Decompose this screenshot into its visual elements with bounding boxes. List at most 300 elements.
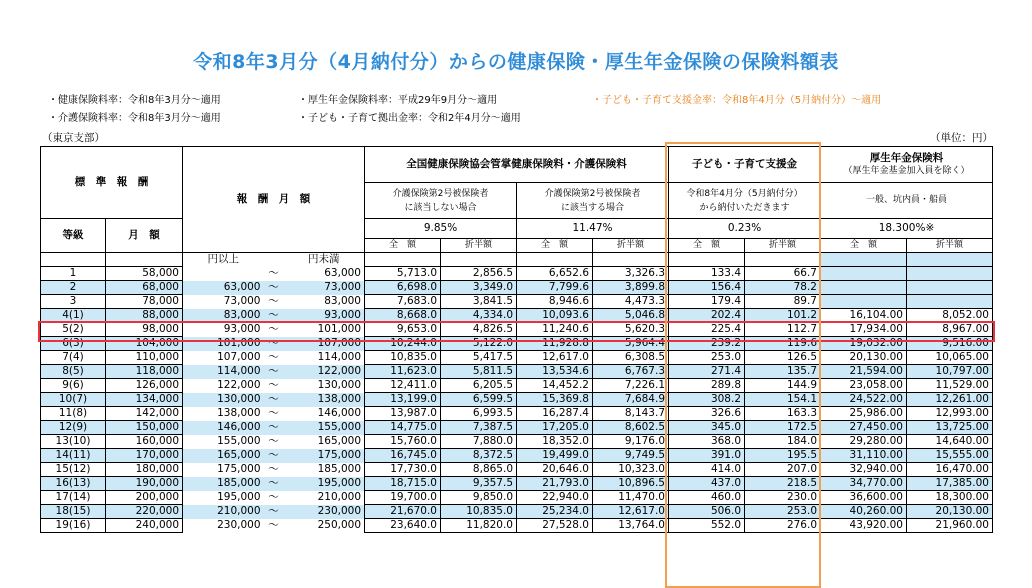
branch-label: （東京支部） <box>42 132 105 144</box>
header-rate-yes: 11.47% <box>517 219 669 239</box>
range-from-cell: 146,000 <box>183 421 264 435</box>
range-from-cell: 73,000 <box>183 295 264 309</box>
care-half-cell: 10,323.0 <box>593 463 669 477</box>
monthly-amount-cell: 104,000 <box>106 337 183 351</box>
col-half-pension: 折半額 <box>907 239 993 253</box>
child-half-cell: 195.5 <box>745 449 821 463</box>
monthly-amount-cell: 160,000 <box>106 435 183 449</box>
header-child-support: 子ども・子育て支援金 <box>669 147 821 183</box>
blank-cell <box>517 253 593 267</box>
health-half-cell: 10,835.0 <box>441 505 517 519</box>
range-to-cell: 155,000 <box>284 421 365 435</box>
col-half-yes: 折半額 <box>593 239 669 253</box>
care-half-cell: 7,226.1 <box>593 379 669 393</box>
range-tilde-cell: ～ <box>264 435 284 449</box>
health-half-cell: 8,372.5 <box>441 449 517 463</box>
child-total-cell: 179.4 <box>669 295 745 309</box>
care-total-cell: 11,928.8 <box>517 337 593 351</box>
note-pension-rate: ・厚生年金保険料率：平成29年9月分～適用 <box>298 95 498 106</box>
pension-total-cell: 43,920.00 <box>821 519 907 533</box>
child-total-cell: 133.4 <box>669 267 745 281</box>
range-to-cell: 130,000 <box>284 379 365 393</box>
health-half-cell: 9,850.0 <box>441 491 517 505</box>
premium-table <box>40 146 993 533</box>
grade-cell: 9(6) <box>41 379 106 393</box>
range-to-cell: 83,000 <box>284 295 365 309</box>
pension-half-cell: 14,640.00 <box>907 435 993 449</box>
child-total-cell: 391.0 <box>669 449 745 463</box>
unit-label: （単位：円） <box>930 132 993 144</box>
header-remuneration: 報 酬 月 額 <box>183 147 365 253</box>
range-to-cell: 138,000 <box>284 393 365 407</box>
col-half-child: 折半額 <box>745 239 821 253</box>
range-from-cell: 107,000 <box>183 351 264 365</box>
care-total-cell: 18,352.0 <box>517 435 593 449</box>
range-to-cell: 165,000 <box>284 435 365 449</box>
range-to-cell: 230,000 <box>284 505 365 519</box>
pension-half-cell <box>907 267 993 281</box>
care-half-cell: 11,470.0 <box>593 491 669 505</box>
pension-half-cell: 15,555.00 <box>907 449 993 463</box>
header-pension <box>821 147 993 183</box>
range-from-cell: 165,000 <box>183 449 264 463</box>
grade-cell: 17(14) <box>41 491 106 505</box>
grade-cell: 5(2) <box>41 323 106 337</box>
monthly-amount-cell: 98,000 <box>106 323 183 337</box>
pension-total-cell: 31,110.00 <box>821 449 907 463</box>
health-half-cell: 6,993.5 <box>441 407 517 421</box>
range-from-cell: 83,000 <box>183 309 264 323</box>
blank-cell <box>441 253 517 267</box>
range-tilde-cell: ～ <box>264 267 284 281</box>
care-total-cell: 10,093.6 <box>517 309 593 323</box>
table-row <box>41 505 993 519</box>
child-half-cell: 135.7 <box>745 365 821 379</box>
monthly-amount-cell: 142,000 <box>106 407 183 421</box>
child-half-cell: 230.0 <box>745 491 821 505</box>
health-half-cell: 8,865.0 <box>441 463 517 477</box>
grade-cell: 16(13) <box>41 477 106 491</box>
pension-total-cell: 21,594.00 <box>821 365 907 379</box>
pension-total-cell: 19,032.00 <box>821 337 907 351</box>
health-half-cell: 3,349.0 <box>441 281 517 295</box>
header-child-rate: 0.23% <box>669 219 821 239</box>
child-total-cell: 326.6 <box>669 407 745 421</box>
monthly-amount-cell: 134,000 <box>106 393 183 407</box>
health-total-cell: 19,700.0 <box>365 491 441 505</box>
health-half-cell: 7,387.5 <box>441 421 517 435</box>
grade-cell: 12(9) <box>41 421 106 435</box>
pension-half-cell: 11,529.00 <box>907 379 993 393</box>
yen-above-label: 円以上 <box>183 253 264 267</box>
range-from-cell: 130,000 <box>183 393 264 407</box>
health-total-cell: 9,653.0 <box>365 323 441 337</box>
blank-cell <box>745 253 821 267</box>
care-half-cell: 6,308.5 <box>593 351 669 365</box>
blank-cell <box>821 253 907 267</box>
child-half-cell: 172.5 <box>745 421 821 435</box>
table-row <box>41 309 993 323</box>
care-half-cell: 8,143.7 <box>593 407 669 421</box>
health-total-cell: 15,760.0 <box>365 435 441 449</box>
health-total-cell: 10,835.0 <box>365 351 441 365</box>
monthly-amount-cell: 118,000 <box>106 365 183 379</box>
range-tilde-cell: ～ <box>264 421 284 435</box>
range-tilde-cell: ～ <box>264 379 284 393</box>
col-total-child: 全 額 <box>669 239 745 253</box>
grade-cell: 7(4) <box>41 351 106 365</box>
pension-total-cell: 36,600.00 <box>821 491 907 505</box>
range-from-cell: 63,000 <box>183 281 264 295</box>
child-total-cell: 289.8 <box>669 379 745 393</box>
pension-half-cell: 9,516.00 <box>907 337 993 351</box>
pension-total-cell: 25,986.00 <box>821 407 907 421</box>
health-total-cell: 12,411.0 <box>365 379 441 393</box>
pension-half-cell: 12,993.00 <box>907 407 993 421</box>
range-from-cell: 155,000 <box>183 435 264 449</box>
monthly-amount-cell: 190,000 <box>106 477 183 491</box>
child-half-cell: 126.5 <box>745 351 821 365</box>
range-tilde-cell: ～ <box>264 323 284 337</box>
range-to-cell: 250,000 <box>284 519 365 533</box>
child-half-cell: 276.0 <box>745 519 821 533</box>
pension-total-cell: 24,522.00 <box>821 393 907 407</box>
table-row <box>41 491 993 505</box>
care-total-cell: 14,452.2 <box>517 379 593 393</box>
pension-total-cell <box>821 281 907 295</box>
range-to-cell: 195,000 <box>284 477 365 491</box>
health-total-cell: 13,199.0 <box>365 393 441 407</box>
health-half-cell: 6,205.5 <box>441 379 517 393</box>
range-tilde-cell: ～ <box>264 295 284 309</box>
care-total-cell: 6,652.6 <box>517 267 593 281</box>
child-total-cell: 308.2 <box>669 393 745 407</box>
grade-cell: 4(1) <box>41 309 106 323</box>
range-tilde-cell: ～ <box>264 309 284 323</box>
range-from-cell: 138,000 <box>183 407 264 421</box>
range-to-cell: 122,000 <box>284 365 365 379</box>
health-total-cell: 21,670.0 <box>365 505 441 519</box>
range-from-cell: 230,000 <box>183 519 264 533</box>
care-half-cell: 8,602.5 <box>593 421 669 435</box>
care-total-cell: 12,617.0 <box>517 351 593 365</box>
grade-cell: 11(8) <box>41 407 106 421</box>
health-total-cell: 23,640.0 <box>365 519 441 533</box>
range-to-cell: 114,000 <box>284 351 365 365</box>
child-total-cell: 239.2 <box>669 337 745 351</box>
care-half-cell: 10,896.5 <box>593 477 669 491</box>
pension-half-cell: 10,797.00 <box>907 365 993 379</box>
table-row <box>41 365 993 379</box>
table-row <box>41 351 993 365</box>
col-total-yes: 全 額 <box>517 239 593 253</box>
child-half-cell: 144.9 <box>745 379 821 393</box>
child-half-cell: 253.0 <box>745 505 821 519</box>
range-tilde-cell: ～ <box>264 491 284 505</box>
care-half-cell: 13,764.0 <box>593 519 669 533</box>
health-total-cell: 5,713.0 <box>365 267 441 281</box>
care-total-cell: 8,946.6 <box>517 295 593 309</box>
pension-half-cell: 12,261.00 <box>907 393 993 407</box>
header-health-care: 全国健康保険協会管掌健康保険料・介護保険料 <box>365 147 669 183</box>
health-half-cell: 2,856.5 <box>441 267 517 281</box>
child-total-cell: 253.0 <box>669 351 745 365</box>
care-total-cell: 25,234.0 <box>517 505 593 519</box>
care-total-cell: 27,528.0 <box>517 519 593 533</box>
health-total-cell: 7,683.0 <box>365 295 441 309</box>
grade-cell: 14(11) <box>41 449 106 463</box>
header-child-sub: 令和8年4月分（5月納付分） から納付いただきます <box>669 183 821 219</box>
table-row <box>41 421 993 435</box>
grade-cell: 8(5) <box>41 365 106 379</box>
pension-half-cell: 8,967.00 <box>907 323 993 337</box>
pension-half-cell <box>907 281 993 295</box>
pension-total-cell: 27,450.00 <box>821 421 907 435</box>
care-total-cell: 15,369.8 <box>517 393 593 407</box>
monthly-amount-cell: 180,000 <box>106 463 183 477</box>
table-row <box>41 435 993 449</box>
col-half-no: 折半額 <box>441 239 517 253</box>
health-total-cell: 10,244.0 <box>365 337 441 351</box>
health-half-cell: 5,417.5 <box>441 351 517 365</box>
table-row <box>41 323 993 337</box>
health-half-cell: 9,357.5 <box>441 477 517 491</box>
range-tilde-cell: ～ <box>264 519 284 533</box>
blank-cell <box>264 253 284 267</box>
grade-cell: 18(15) <box>41 505 106 519</box>
child-total-cell: 506.0 <box>669 505 745 519</box>
monthly-amount-cell: 150,000 <box>106 421 183 435</box>
monthly-amount-cell: 240,000 <box>106 519 183 533</box>
range-tilde-cell: ～ <box>264 449 284 463</box>
pension-total-cell: 16,104.00 <box>821 309 907 323</box>
table-row <box>41 449 993 463</box>
header-monthly: 月 額 <box>106 219 183 253</box>
pension-total-cell: 34,770.00 <box>821 477 907 491</box>
header-pension-title: 厚生年金保険料 <box>869 151 944 164</box>
care-total-cell: 17,205.0 <box>517 421 593 435</box>
table-row <box>41 281 993 295</box>
col-total-pension: 全 額 <box>821 239 907 253</box>
care-half-cell: 9,176.0 <box>593 435 669 449</box>
range-tilde-cell: ～ <box>264 365 284 379</box>
range-from-cell: 114,000 <box>183 365 264 379</box>
child-total-cell: 368.0 <box>669 435 745 449</box>
child-total-cell: 437.0 <box>669 477 745 491</box>
child-total-cell: 345.0 <box>669 421 745 435</box>
child-total-cell: 271.4 <box>669 365 745 379</box>
grade-cell: 13(10) <box>41 435 106 449</box>
health-half-cell: 5,811.5 <box>441 365 517 379</box>
table-row <box>41 267 993 281</box>
pension-total-cell: 17,934.00 <box>821 323 907 337</box>
care-total-cell: 22,940.0 <box>517 491 593 505</box>
child-half-cell: 218.5 <box>745 477 821 491</box>
header-care-no: 介護保険第2号被保険者 に該当しない場合 <box>365 183 517 219</box>
table-row <box>41 519 993 533</box>
range-tilde-cell: ～ <box>264 281 284 295</box>
note-child-support: ・子ども・子育て支援金率：令和8年4月分（5月納付分）～適用 <box>592 95 882 106</box>
range-from-cell: 175,000 <box>183 463 264 477</box>
pension-total-cell <box>821 267 907 281</box>
header-pension-rate: 18.300%※ <box>821 219 993 239</box>
table-row <box>41 337 993 351</box>
grade-cell: 6(3) <box>41 337 106 351</box>
care-total-cell: 20,646.0 <box>517 463 593 477</box>
header-care-yes: 介護保険第2号被保険者 に該当する場合 <box>517 183 669 219</box>
grade-cell: 10(7) <box>41 393 106 407</box>
care-half-cell: 3,899.8 <box>593 281 669 295</box>
monthly-amount-cell: 200,000 <box>106 491 183 505</box>
child-total-cell: 460.0 <box>669 491 745 505</box>
health-half-cell: 4,826.5 <box>441 323 517 337</box>
care-half-cell: 5,964.4 <box>593 337 669 351</box>
pension-half-cell: 13,725.00 <box>907 421 993 435</box>
pension-half-cell: 10,065.00 <box>907 351 993 365</box>
pension-total-cell: 29,280.00 <box>821 435 907 449</box>
monthly-amount-cell: 126,000 <box>106 379 183 393</box>
range-tilde-cell: ～ <box>264 337 284 351</box>
range-from-cell: 122,000 <box>183 379 264 393</box>
pension-half-cell <box>907 295 993 309</box>
grade-cell: 1 <box>41 267 106 281</box>
blank-cell <box>41 253 106 267</box>
pension-half-cell: 20,130.00 <box>907 505 993 519</box>
blank-cell <box>669 253 745 267</box>
table-row <box>41 407 993 421</box>
child-half-cell: 163.3 <box>745 407 821 421</box>
care-half-cell: 5,046.8 <box>593 309 669 323</box>
care-total-cell: 21,793.0 <box>517 477 593 491</box>
header-rate-no: 9.85% <box>365 219 517 239</box>
grade-cell: 15(12) <box>41 463 106 477</box>
note-child-contrib: ・子ども・子育て拠出金率：令和2年4月分～適用 <box>298 113 521 124</box>
range-from-cell: 93,000 <box>183 323 264 337</box>
child-total-cell: 202.4 <box>669 309 745 323</box>
pension-total-cell: 32,940.00 <box>821 463 907 477</box>
range-to-cell: 107,000 <box>284 337 365 351</box>
table-row <box>41 463 993 477</box>
range-tilde-cell: ～ <box>264 463 284 477</box>
child-half-cell: 207.0 <box>745 463 821 477</box>
care-half-cell: 9,749.5 <box>593 449 669 463</box>
child-total-cell: 552.0 <box>669 519 745 533</box>
range-to-cell: 93,000 <box>284 309 365 323</box>
child-total-cell: 225.4 <box>669 323 745 337</box>
health-half-cell: 4,334.0 <box>441 309 517 323</box>
child-half-cell: 101.2 <box>745 309 821 323</box>
child-half-cell: 184.0 <box>745 435 821 449</box>
range-tilde-cell: ～ <box>264 393 284 407</box>
health-total-cell: 6,698.0 <box>365 281 441 295</box>
health-half-cell: 5,122.0 <box>441 337 517 351</box>
header-standard: 標 準 報 酬 <box>41 147 183 219</box>
range-from-cell <box>183 267 264 281</box>
range-to-cell: 73,000 <box>284 281 365 295</box>
care-half-cell: 4,473.3 <box>593 295 669 309</box>
grade-cell: 19(16) <box>41 519 106 533</box>
range-to-cell: 185,000 <box>284 463 365 477</box>
range-tilde-cell: ～ <box>264 505 284 519</box>
child-half-cell: 78.2 <box>745 281 821 295</box>
care-half-cell: 3,326.3 <box>593 267 669 281</box>
pension-total-cell: 20,130.00 <box>821 351 907 365</box>
care-half-cell: 12,617.0 <box>593 505 669 519</box>
health-total-cell: 14,775.0 <box>365 421 441 435</box>
child-half-cell: 119.6 <box>745 337 821 351</box>
table-row <box>41 477 993 491</box>
health-total-cell: 16,745.0 <box>365 449 441 463</box>
range-to-cell: 146,000 <box>284 407 365 421</box>
yen-bounds-row <box>41 253 993 267</box>
monthly-amount-cell: 58,000 <box>106 267 183 281</box>
table-row <box>41 379 993 393</box>
range-to-cell: 210,000 <box>284 491 365 505</box>
health-half-cell: 3,841.5 <box>441 295 517 309</box>
blank-cell <box>593 253 669 267</box>
monthly-amount-cell: 68,000 <box>106 281 183 295</box>
care-half-cell: 6,767.3 <box>593 365 669 379</box>
health-total-cell: 11,623.0 <box>365 365 441 379</box>
range-to-cell: 175,000 <box>284 449 365 463</box>
blank-cell <box>365 253 441 267</box>
range-to-cell: 63,000 <box>284 267 365 281</box>
pension-total-cell <box>821 295 907 309</box>
health-half-cell: 7,880.0 <box>441 435 517 449</box>
range-tilde-cell: ～ <box>264 407 284 421</box>
range-from-cell: 101,000 <box>183 337 264 351</box>
table-row <box>41 295 993 309</box>
pension-total-cell: 40,260.00 <box>821 505 907 519</box>
page-title: 令和8年3月分（4月納付分）からの健康保険・厚生年金保険の保険料額表 <box>193 51 839 73</box>
monthly-amount-cell: 220,000 <box>106 505 183 519</box>
health-total-cell: 18,715.0 <box>365 477 441 491</box>
table-body <box>41 253 993 533</box>
grade-cell: 2 <box>41 281 106 295</box>
health-half-cell: 11,820.0 <box>441 519 517 533</box>
care-total-cell: 13,534.6 <box>517 365 593 379</box>
child-total-cell: 156.4 <box>669 281 745 295</box>
pension-half-cell: 21,960.00 <box>907 519 993 533</box>
pension-total-cell: 23,058.00 <box>821 379 907 393</box>
range-from-cell: 210,000 <box>183 505 264 519</box>
monthly-amount-cell: 88,000 <box>106 309 183 323</box>
pension-half-cell: 16,470.00 <box>907 463 993 477</box>
pension-half-cell: 17,385.00 <box>907 477 993 491</box>
grade-cell: 3 <box>41 295 106 309</box>
health-total-cell: 13,987.0 <box>365 407 441 421</box>
table-row <box>41 393 993 407</box>
pension-half-cell: 18,300.00 <box>907 491 993 505</box>
range-from-cell: 195,000 <box>183 491 264 505</box>
care-total-cell: 19,499.0 <box>517 449 593 463</box>
blank-cell <box>106 253 183 267</box>
header-grade: 等級 <box>41 219 106 253</box>
pension-half-cell: 8,052.00 <box>907 309 993 323</box>
care-total-cell: 11,240.6 <box>517 323 593 337</box>
health-total-cell: 17,730.0 <box>365 463 441 477</box>
header-pension-type: 一般、坑内員・船員 <box>821 183 993 219</box>
care-half-cell: 5,620.3 <box>593 323 669 337</box>
col-total-no: 全 額 <box>365 239 441 253</box>
care-total-cell: 7,799.6 <box>517 281 593 295</box>
range-from-cell: 185,000 <box>183 477 264 491</box>
monthly-amount-cell: 78,000 <box>106 295 183 309</box>
monthly-amount-cell: 170,000 <box>106 449 183 463</box>
note-health-rate: ・健康保険料率：令和8年3月分～適用 <box>48 95 221 106</box>
child-total-cell: 414.0 <box>669 463 745 477</box>
yen-below-label: 円未満 <box>284 253 365 267</box>
